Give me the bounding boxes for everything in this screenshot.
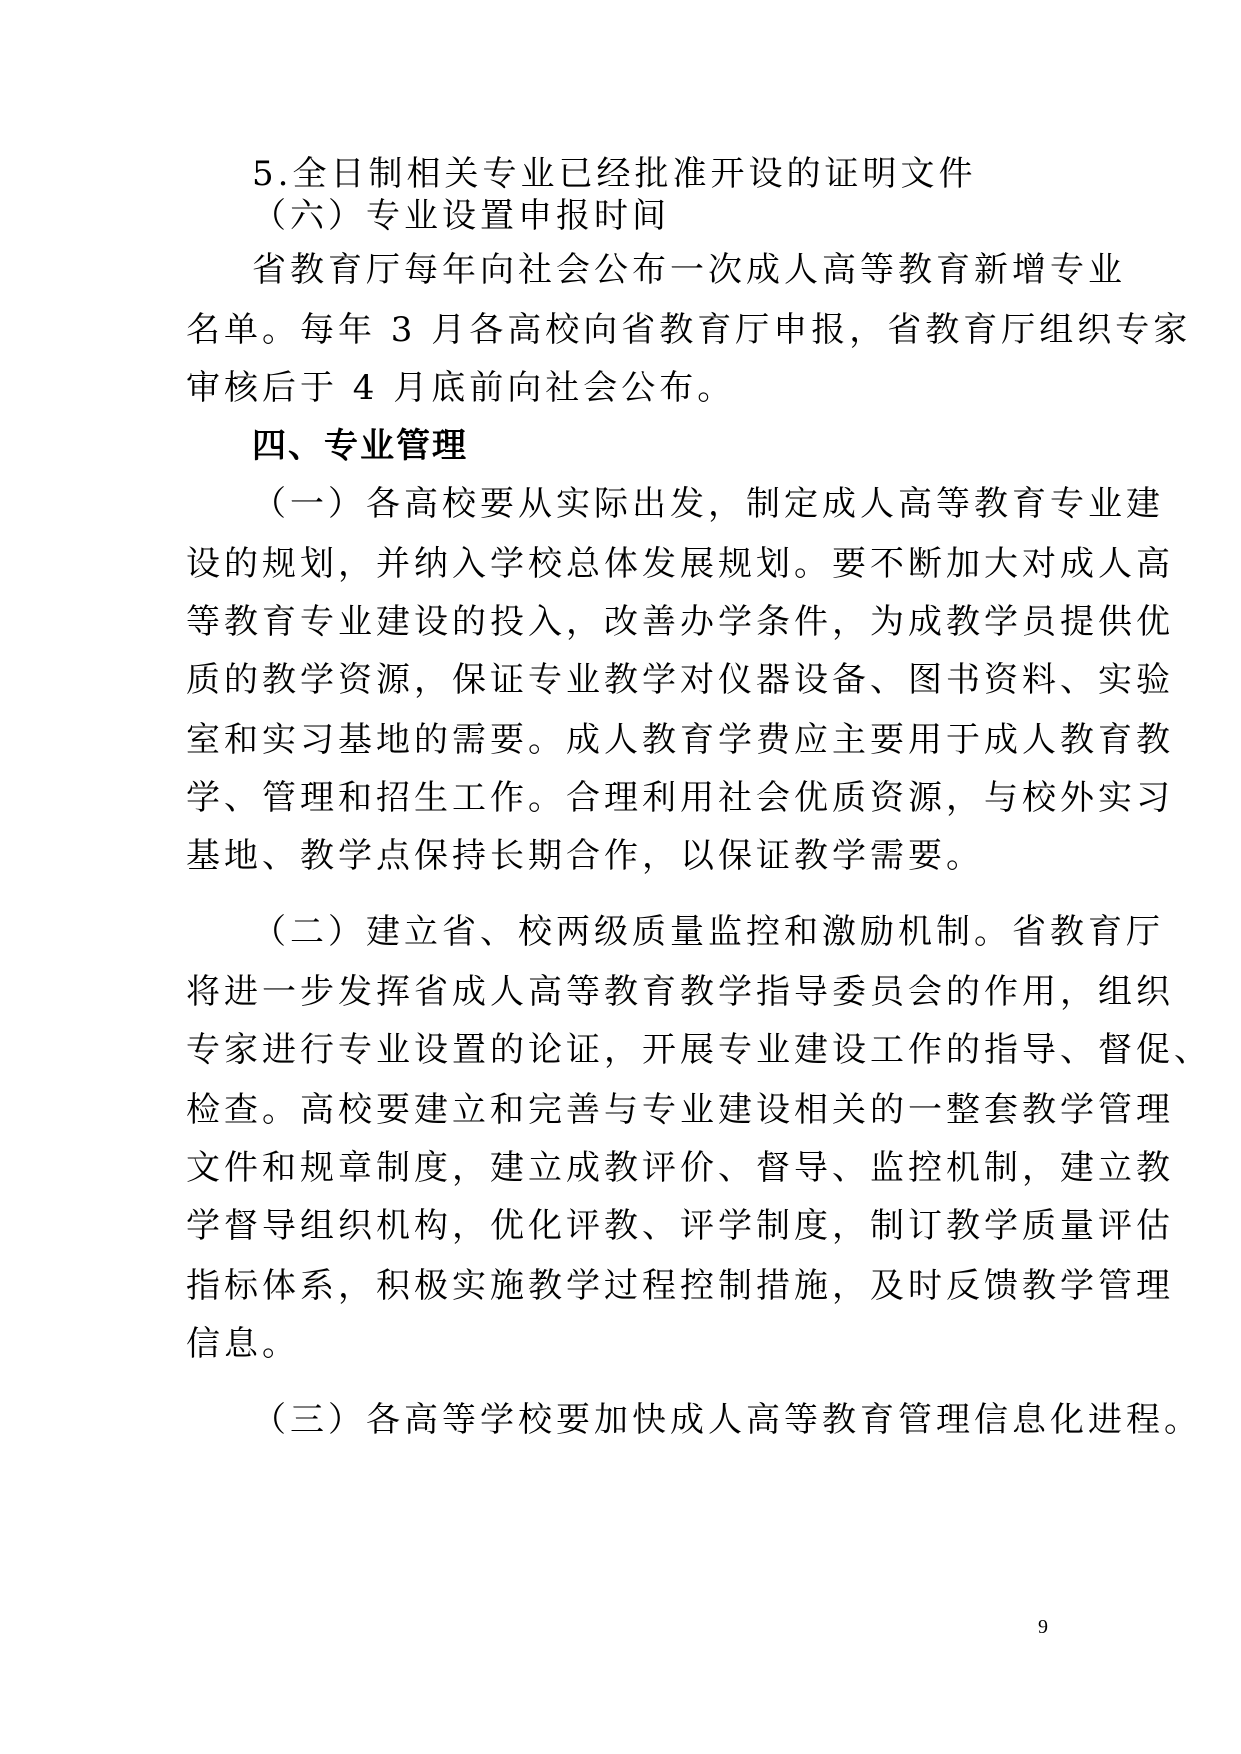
- paragraph-line: 名单。每年 3 月各高校向省教育厅申报，省教育厅组织专家: [186, 310, 1192, 350]
- page-number: 9: [1038, 1616, 1048, 1638]
- paragraph-line: 室和实习基地的需要。成人教育学费应主要用于成人教育教: [186, 720, 1174, 760]
- paragraph-line: 等教育专业建设的投入，改善办学条件，为成教学员提供优: [186, 602, 1174, 642]
- paragraph-line: （三）各高等学校要加快成人高等教育管理信息化进程。: [252, 1400, 1202, 1440]
- paragraph-line: 专家进行专业设置的论证，开展专业建设工作的指导、督促、: [186, 1030, 1212, 1070]
- list-item-5: 5.全日制相关专业已经批准开设的证明文件: [252, 154, 977, 194]
- paragraph-line: 质的教学资源，保证专业教学对仪器设备、图书资料、实验: [186, 660, 1174, 700]
- paragraph-line: 将进一步发挥省成人高等教育教学指导委员会的作用，组织: [186, 972, 1174, 1012]
- subsection-heading-6: （六）专业设置申报时间: [252, 196, 670, 236]
- paragraph-line: 学、管理和招生工作。合理利用社会优质资源，与校外实习: [186, 778, 1174, 818]
- paragraph-line: 指标体系，积极实施教学过程控制措施，及时反馈教学管理: [186, 1266, 1174, 1306]
- paragraph-line: 文件和规章制度，建立成教评价、督导、监控机制，建立教: [186, 1148, 1174, 1188]
- section-heading: 四、专业管理: [252, 426, 468, 466]
- paragraph-line: 检查。高校要建立和完善与专业建设相关的一整套教学管理: [186, 1090, 1174, 1130]
- paragraph-line: 基地、教学点保持长期合作，以保证教学需要。: [186, 836, 984, 876]
- paragraph-line: （一）各高校要从实际出发，制定成人高等教育专业建: [252, 484, 1164, 524]
- paragraph-line: 省教育厅每年向社会公布一次成人高等教育新增专业: [252, 250, 1126, 290]
- paragraph-line: 学督导组织机构，优化评教、评学制度，制订教学质量评估: [186, 1206, 1174, 1246]
- paragraph-line: 信息。: [186, 1324, 300, 1364]
- paragraph-line: 设的规划，并纳入学校总体发展规划。要不断加大对成人高: [186, 544, 1174, 584]
- paragraph-line: （二）建立省、校两级质量监控和激励机制。省教育厅: [252, 912, 1164, 952]
- paragraph-line: 审核后于 4 月底前向社会公布。: [186, 368, 736, 408]
